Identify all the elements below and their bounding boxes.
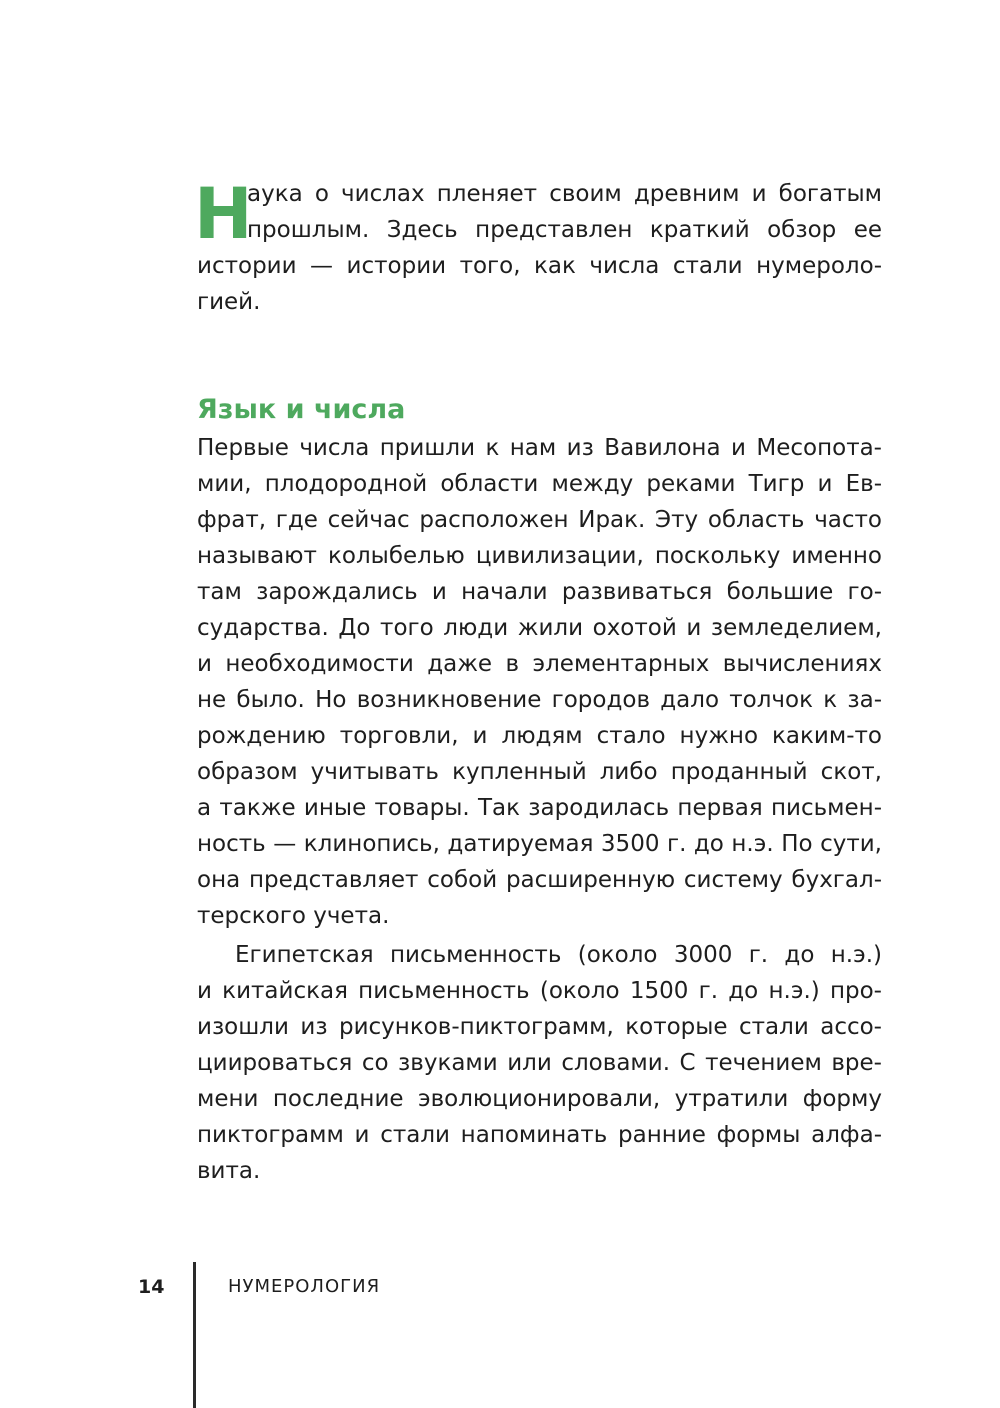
text-line: называют колыбелью цивилизации, поскольку именно	[197, 543, 882, 569]
text-line: Египетская письменность (около 3000 г. до н.э.)	[235, 942, 882, 968]
section-body	[197, 430, 882, 1189]
intro-line: прошлым. Здесь представлен краткий обзор ее	[247, 217, 882, 243]
text-line: она представляет собой расширенную систему бухгал-	[197, 867, 882, 893]
text-line: циироваться со звуками или словами. С течением вре-	[197, 1050, 882, 1076]
intro-paragraph	[194, 173, 882, 320]
text-line: не было. Но возникновение городов дало толчок к за-	[197, 687, 882, 713]
text-line: сударства. До того люди жили охотой и земледелием,	[197, 615, 882, 641]
intro-line: гией.	[197, 289, 261, 315]
paragraph-2	[197, 937, 882, 1189]
text-line: там зарождались и начали развиваться большие го-	[197, 579, 882, 605]
paragraph-1	[197, 430, 882, 934]
text-line: рождению торговли, и людям стало нужно каким-то	[197, 723, 882, 749]
text-line: мии, плодородной области между реками Тигр и Ев-	[197, 471, 882, 497]
intro-line: аука о числах пленяет своим древним и богатым	[247, 181, 882, 207]
footer-divider	[193, 1262, 196, 1408]
text-line: ность — клинопись, датируемая 3500 г. до н.э. По сути,	[197, 831, 882, 857]
section-heading: Язык и числа	[197, 394, 406, 425]
text-line: образом учитывать купленный либо проданный скот,	[197, 759, 882, 785]
text-line: терского учета.	[197, 903, 390, 929]
page-number: 14	[138, 1276, 165, 1298]
drop-cap: Н	[194, 173, 253, 255]
text-line: Первые числа пришли к нам из Вавилона и Месопота-	[197, 435, 882, 461]
text-line: и необходимости даже в элементарных вычислениях	[197, 651, 882, 677]
text-line: вита.	[197, 1158, 261, 1184]
text-line: пиктограмм и стали напоминать ранние формы алфа-	[197, 1122, 882, 1148]
text-line: мени последние эволюционировали, утратили форму	[197, 1086, 882, 1112]
running-title: НУМЕРОЛОГИЯ	[228, 1276, 381, 1297]
intro-line: истории — истории того, как числа стали нумероло-	[197, 253, 882, 279]
text-line: а также иные товары. Так зародилась первая письмен-	[197, 795, 882, 821]
text-line: изошли из рисунков-пиктограмм, которые стали ассо-	[197, 1014, 882, 1040]
text-line: фрат, где сейчас расположен Ирак. Эту область часто	[197, 507, 882, 533]
text-line: и китайская письменность (около 1500 г. до н.э.) про-	[197, 978, 882, 1004]
